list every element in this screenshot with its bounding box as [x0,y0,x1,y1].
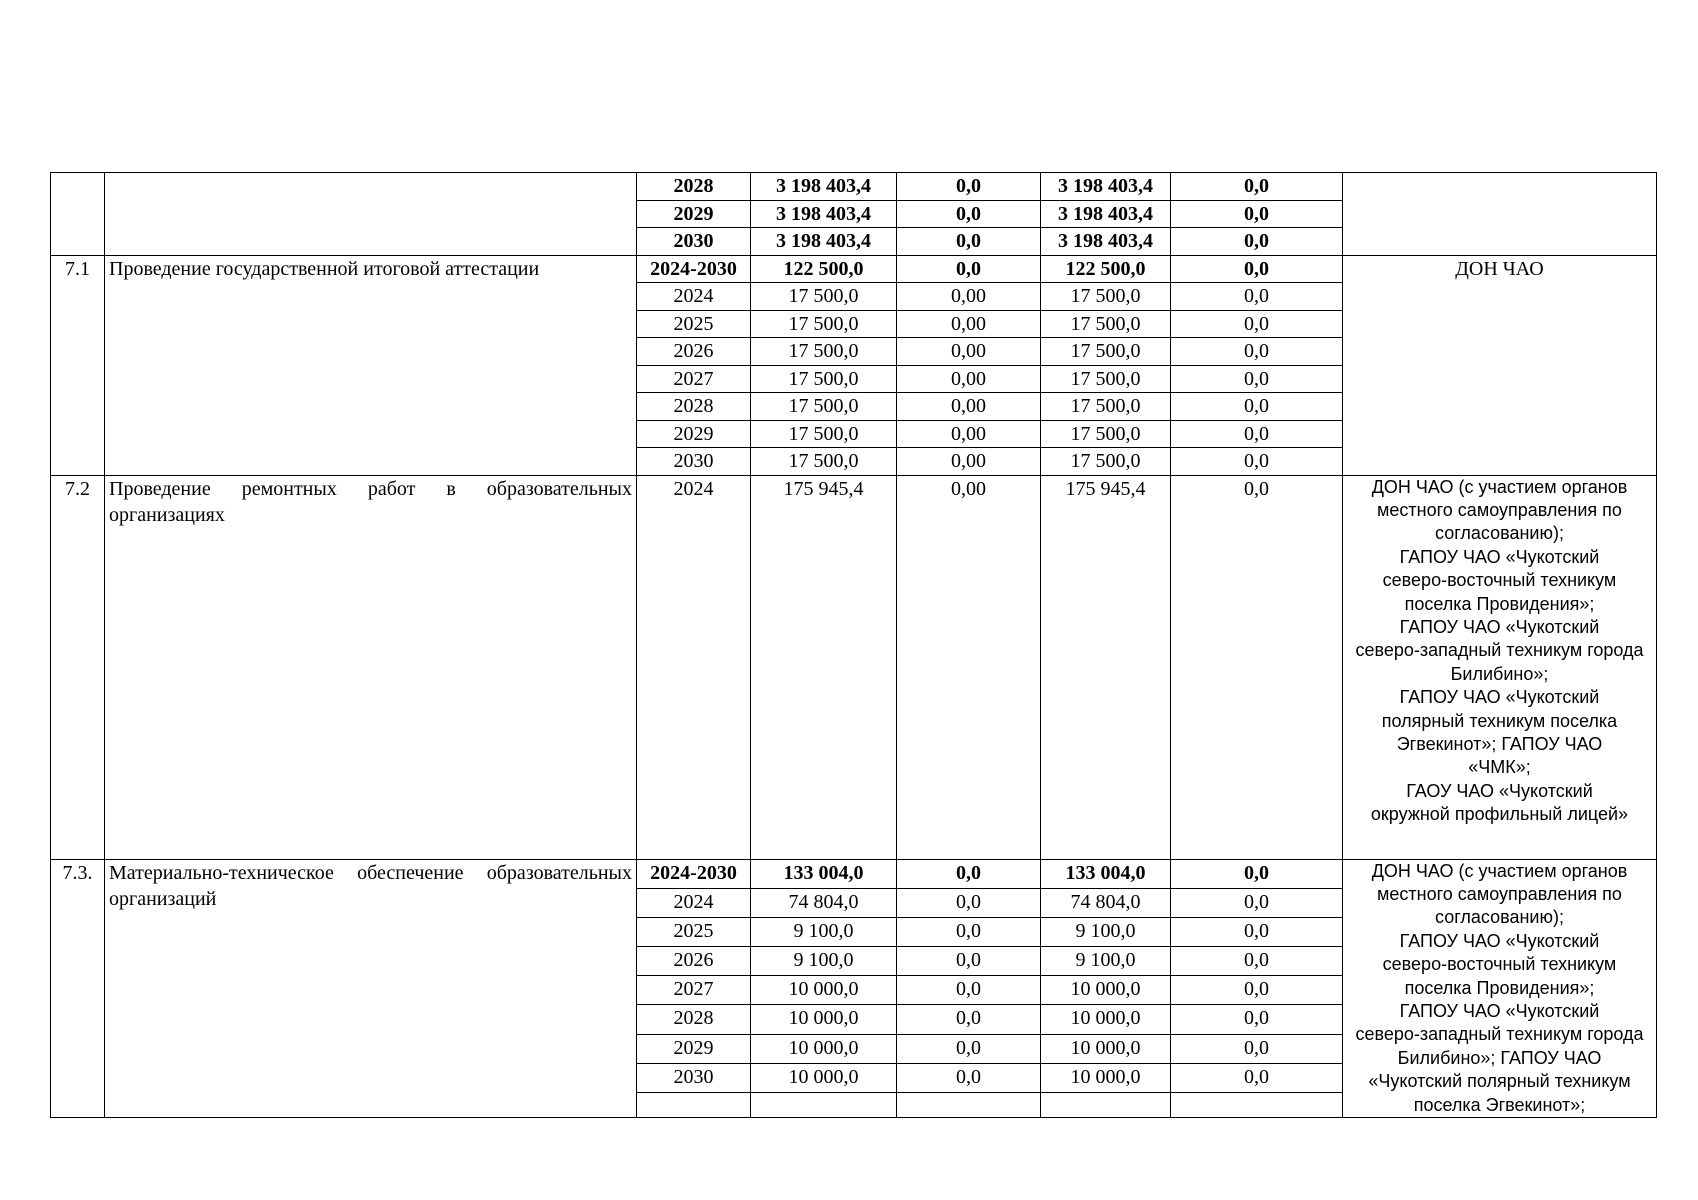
other-cell: 0,0 [1171,228,1343,256]
empty-cell [1171,1092,1343,1117]
year-cell: 2024-2030 [637,255,751,283]
responsible-line: ГАПОУ ЧАО «Чукотский [1399,616,1600,637]
federal-cell: 0,0 [897,976,1041,1005]
responsible-line: поселка Провидения»; [1404,977,1595,998]
responsible-line: Эгвекинот»; ГАПОУ ЧАО [1396,733,1603,754]
other-cell: 0,0 [1171,200,1343,228]
item-number [51,173,105,256]
regional-cell: 17 500,0 [1041,310,1171,338]
total-cell: 17 500,0 [751,310,897,338]
other-cell: 0,0 [1171,173,1343,201]
other-cell: 0,0 [1171,1005,1343,1034]
year-cell: 2028 [637,173,751,201]
regional-cell: 10 000,0 [1041,1005,1171,1034]
responsible-line: поселка Провидения»; [1404,593,1595,614]
year-cell: 2024 [637,475,751,859]
regional-cell: 10 000,0 [1041,976,1171,1005]
federal-cell: 0,0 [897,888,1041,917]
total-cell: 17 500,0 [751,448,897,476]
regional-cell: 3 198 403,4 [1041,173,1171,201]
responsible-line: полярный техникум поселка [1381,710,1618,731]
regional-cell: 17 500,0 [1041,448,1171,476]
other-cell: 0,0 [1171,917,1343,946]
total-cell: 10 000,0 [751,1063,897,1092]
other-cell: 0,0 [1171,859,1343,888]
total-cell: 17 500,0 [751,365,897,393]
regional-cell: 17 500,0 [1041,283,1171,311]
federal-cell: 0,0 [897,255,1041,283]
responsible-line: ДОН ЧАО (с участием органов [1371,860,1628,881]
total-cell: 10 000,0 [751,976,897,1005]
responsible-line: ДОН ЧАО [1455,257,1544,280]
year-cell: 2026 [637,338,751,366]
year-cell: 2029 [637,200,751,228]
year-cell: 2029 [637,1034,751,1063]
total-cell: 10 000,0 [751,1005,897,1034]
federal-cell: 0,00 [897,338,1041,366]
other-cell: 0,0 [1171,283,1343,311]
budget-table [50,172,1657,1118]
regional-cell: 17 500,0 [1041,420,1171,448]
responsible-line: местного самоуправления по [1377,499,1622,520]
responsible-cell [1343,173,1657,256]
federal-cell: 0,0 [897,200,1041,228]
empty-cell [751,1092,897,1117]
total-cell: 10 000,0 [751,1034,897,1063]
year-cell: 2025 [637,917,751,946]
year-cell: 2024 [637,283,751,311]
year-cell: 2025 [637,310,751,338]
year-cell: 2024-2030 [637,859,751,888]
federal-cell: 0,0 [897,1063,1041,1092]
empty-cell [897,1092,1041,1117]
responsible-line: «ЧМК»; [1468,757,1531,778]
federal-cell: 0,00 [897,475,1041,859]
responsible-line: ДОН ЧАО (с участием органов [1371,476,1628,497]
empty-cell [1041,1092,1171,1117]
total-cell: 17 500,0 [751,420,897,448]
total-cell: 122 500,0 [751,255,897,283]
federal-cell: 0,00 [897,283,1041,311]
responsible-cell [1343,859,1657,1117]
other-cell: 0,0 [1171,420,1343,448]
item-number: 7.1 [51,255,105,475]
total-cell: 17 500,0 [751,338,897,366]
other-cell: 0,0 [1171,338,1343,366]
year-cell: 2026 [637,947,751,976]
regional-cell: 10 000,0 [1041,1034,1171,1063]
table-row [51,173,1657,201]
responsible-line: Билибино»; ГАПОУ ЧАО [1397,1047,1602,1068]
responsible-line: ГАПОУ ЧАО «Чукотский [1399,687,1600,708]
regional-cell: 9 100,0 [1041,917,1171,946]
federal-cell: 0,0 [897,173,1041,201]
regional-cell: 17 500,0 [1041,338,1171,366]
other-cell: 0,0 [1171,365,1343,393]
total-cell: 3 198 403,4 [751,228,897,256]
responsible-line: северо-западный техникум города [1355,1024,1644,1045]
table-body [51,173,1657,1118]
regional-cell: 133 004,0 [1041,859,1171,888]
item-name: Материально-техническое обеспечение образовательных организаций [105,859,637,1117]
table-row [51,475,1657,859]
table-row [51,859,1657,888]
other-cell: 0,0 [1171,1034,1343,1063]
responsible-line: окружной профильный лицей» [1370,804,1629,825]
responsible-cell [1343,475,1657,859]
responsible-line: «Чукотский полярный техникум [1368,1071,1631,1092]
responsible-cell [1343,255,1657,475]
responsible-line: ГАОУ ЧАО «Чукотский [1406,780,1593,801]
empty-cell [637,1092,751,1117]
other-cell: 0,0 [1171,475,1343,859]
year-cell: 2027 [637,976,751,1005]
other-cell: 0,0 [1171,310,1343,338]
total-cell: 133 004,0 [751,859,897,888]
federal-cell: 0,0 [897,859,1041,888]
total-cell: 17 500,0 [751,283,897,311]
responsible-line: ГАПОУ ЧАО «Чукотский [1399,546,1600,567]
responsible-line: ГАПОУ ЧАО «Чукотский [1399,1000,1600,1021]
federal-cell: 0,00 [897,420,1041,448]
other-cell: 0,0 [1171,888,1343,917]
total-cell: 3 198 403,4 [751,200,897,228]
responsible-line: согласованию); [1435,907,1564,928]
regional-cell: 3 198 403,4 [1041,200,1171,228]
year-cell: 2028 [637,1005,751,1034]
federal-cell: 0,0 [897,1034,1041,1063]
other-cell: 0,0 [1171,1063,1343,1092]
regional-cell: 74 804,0 [1041,888,1171,917]
regional-cell: 17 500,0 [1041,365,1171,393]
item-number: 7.2 [51,475,105,859]
other-cell: 0,0 [1171,448,1343,476]
year-cell: 2029 [637,420,751,448]
responsible-line: ГАПОУ ЧАО «Чукотский [1399,930,1600,951]
federal-cell: 0,0 [897,228,1041,256]
regional-cell: 10 000,0 [1041,1063,1171,1092]
responsible-line: северо-восточный техникум [1382,570,1617,591]
total-cell: 9 100,0 [751,947,897,976]
item-number: 7.3. [51,859,105,1117]
year-cell: 2030 [637,228,751,256]
item-name: Проведение государственной итоговой аттестации [105,255,637,475]
responsible-line: северо-западный техникум города [1355,640,1644,661]
regional-cell: 9 100,0 [1041,947,1171,976]
total-cell: 3 198 403,4 [751,173,897,201]
federal-cell: 0,00 [897,393,1041,421]
federal-cell: 0,00 [897,365,1041,393]
other-cell: 0,0 [1171,255,1343,283]
other-cell: 0,0 [1171,976,1343,1005]
federal-cell: 0,0 [897,917,1041,946]
other-cell: 0,0 [1171,393,1343,421]
table-row [51,255,1657,283]
total-cell: 17 500,0 [751,393,897,421]
regional-cell: 3 198 403,4 [1041,228,1171,256]
year-cell: 2027 [637,365,751,393]
responsible-line: местного самоуправления по [1377,883,1622,904]
total-cell: 74 804,0 [751,888,897,917]
year-cell: 2030 [637,448,751,476]
other-cell: 0,0 [1171,947,1343,976]
responsible-line: Билибино»; [1450,663,1549,684]
total-cell: 9 100,0 [751,917,897,946]
regional-cell: 122 500,0 [1041,255,1171,283]
year-cell: 2028 [637,393,751,421]
item-name: Проведение ремонтных работ в образовательных организациях [105,475,637,859]
federal-cell: 0,00 [897,310,1041,338]
regional-cell: 175 945,4 [1041,475,1171,859]
federal-cell: 0,00 [897,448,1041,476]
item-name [105,173,637,256]
federal-cell: 0,0 [897,1005,1041,1034]
total-cell: 175 945,4 [751,475,897,859]
regional-cell: 17 500,0 [1041,393,1171,421]
responsible-line: согласованию); [1435,523,1564,544]
responsible-line: поселка Эгвекинот»; [1413,1094,1586,1115]
year-cell: 2030 [637,1063,751,1092]
responsible-line: северо-восточный техникум [1382,954,1617,975]
year-cell: 2024 [637,888,751,917]
federal-cell: 0,0 [897,947,1041,976]
